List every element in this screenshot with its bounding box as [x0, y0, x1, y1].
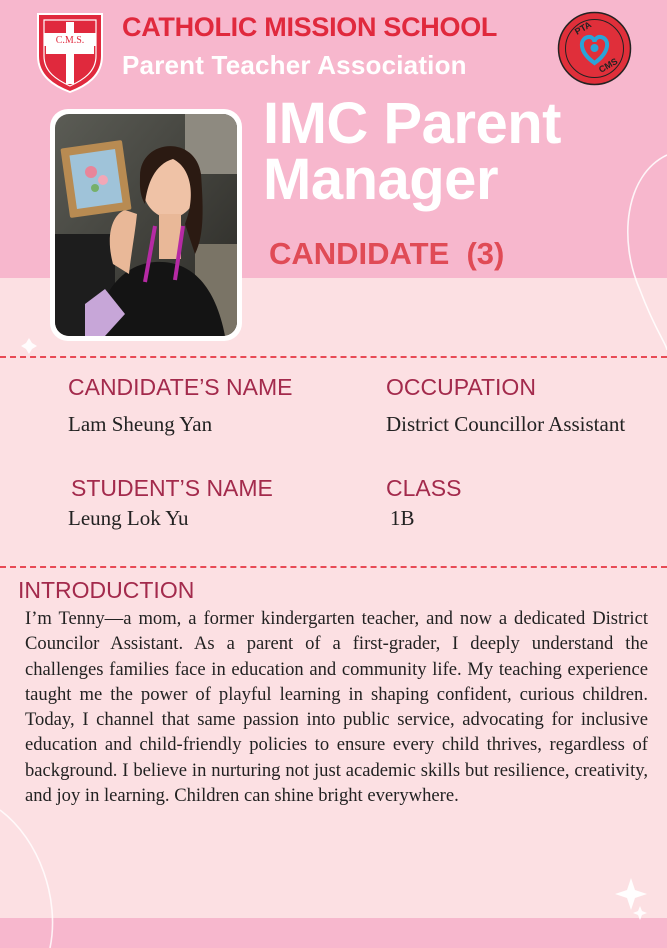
association-name: Parent Teacher Association [122, 50, 467, 80]
student-name-label: STUDENT’S NAME [71, 475, 273, 501]
sparkle-icon [21, 338, 37, 354]
candidate-name-value: Lam Sheung Yan [68, 412, 213, 436]
candidate-photo [50, 109, 242, 341]
title-line-1: IMC Parent [263, 91, 561, 156]
school-crest-icon [36, 12, 104, 94]
svg-text:CMS: CMS [597, 56, 620, 75]
candidate-name-label: CANDIDATE’S NAME [68, 374, 293, 400]
candidate-portrait [55, 114, 237, 336]
occupation-label: OCCUPATION [386, 374, 536, 400]
sparkle-icon [615, 878, 647, 910]
introduction-text: I’m Tenny—a mom, a former kindergarten teacher, and now a dedicated District Councilor Assistant. As a parent of a first-grader, I deeply understand the challenges families face in education and community life. My teaching experience taught me the power of playful learning in shaping confident, curious children. Today, I channel that same passion into public service, advocating for inclusive education and child-friendly policies to ensure every child thrives, regardless of background. I believe in nurturing not just academic skills but resilience, creativity, and joy in learning. Children can shine bright everywhere. [25, 608, 648, 807]
candidate-number: CANDIDATE (3) [269, 236, 505, 271]
student-name-value: Leung Lok Yu [68, 506, 189, 530]
title-line-2: Manager [263, 147, 499, 212]
footer-band [0, 918, 667, 948]
page-title [263, 91, 561, 212]
svg-text:PTA: PTA [573, 19, 594, 37]
svg-text:C.M.S.: C.M.S. [55, 35, 85, 46]
class-value: 1B [390, 506, 415, 530]
occupation-value: District Councillor Assistant [386, 412, 626, 436]
class-label: CLASS [386, 475, 462, 501]
section-divider [0, 356, 667, 358]
pta-logo-icon [557, 11, 632, 86]
school-name: CATHOLIC MISSION SCHOOL [122, 12, 498, 42]
section-divider [0, 566, 667, 568]
introduction-label: INTRODUCTION [18, 577, 195, 603]
